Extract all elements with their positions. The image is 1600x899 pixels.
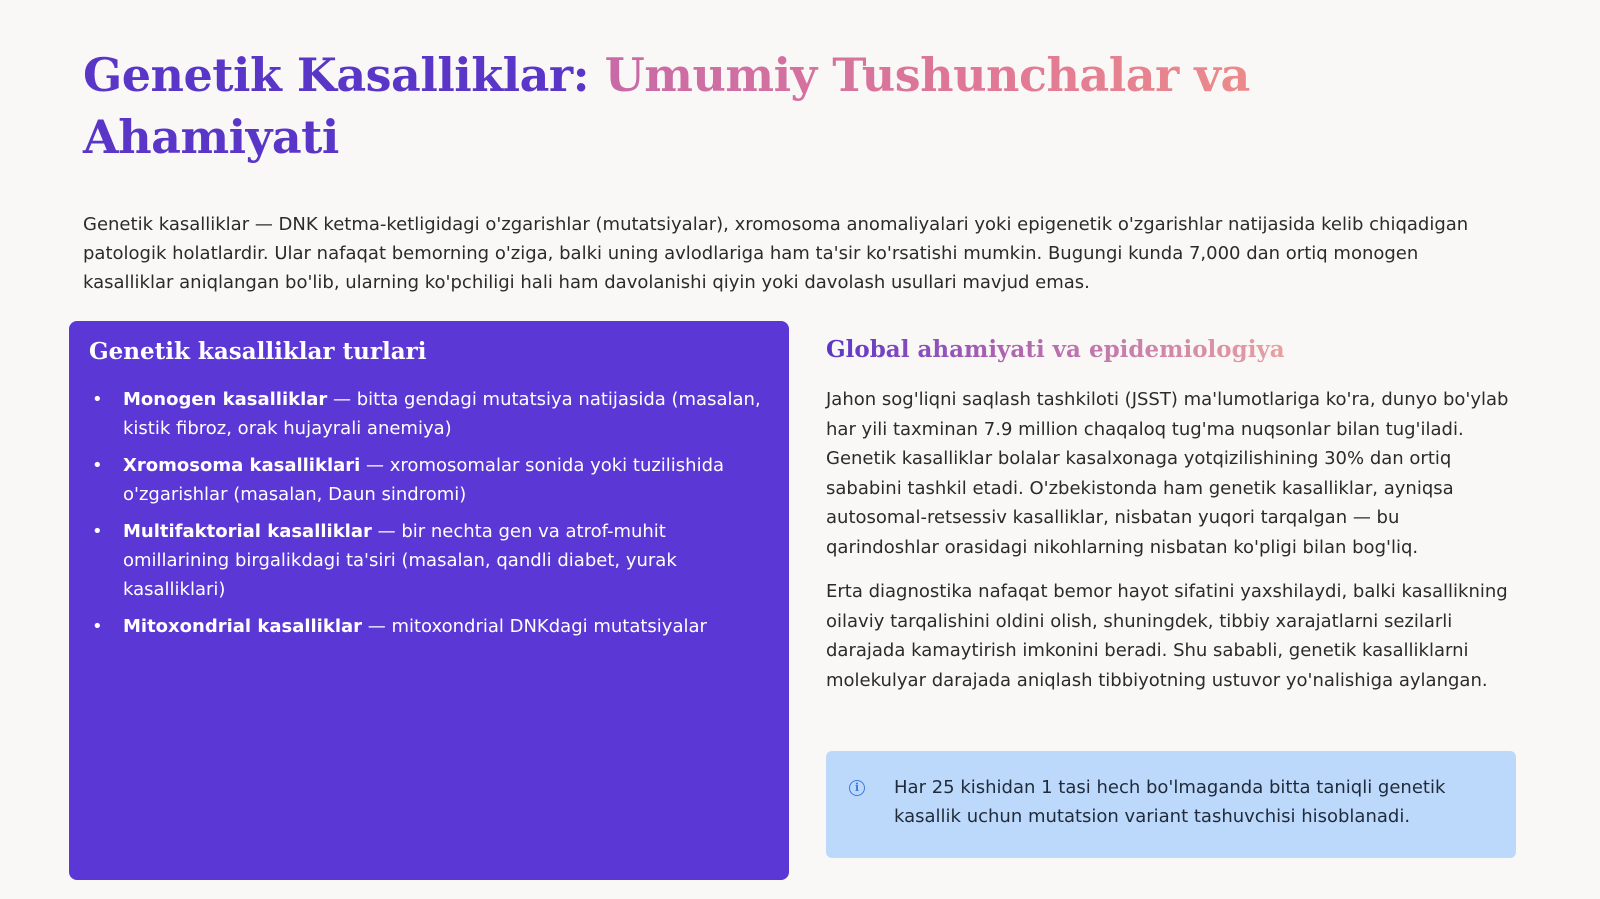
item-description: — mitoxondrial DNKdagi mutatsiyalar: [362, 616, 707, 637]
title-part-2: Umumiy Tushunchalar va: [604, 48, 1250, 102]
bullet-icon: •: [92, 521, 103, 542]
info-callout: [826, 751, 1516, 858]
item-description: — xromosomalar sonida yoki tuzilishida o'zgarishlar (masalan, Daun sindromi): [123, 455, 725, 505]
item-name: Mitoxondrial kasalliklar: [123, 616, 363, 637]
list-item: [89, 451, 769, 509]
list-item: [89, 612, 769, 641]
global-section-title: Global ahamiyati va epidemiologiya: [826, 333, 1285, 367]
title-part-3: Ahamiyati: [83, 110, 339, 164]
disease-types-list: [89, 385, 769, 641]
bullet-icon: •: [92, 455, 103, 476]
item-name: Xromosoma kasalliklari: [123, 455, 361, 476]
disease-types-card: [69, 321, 789, 880]
bullet-icon: •: [92, 616, 103, 637]
bullet-icon: •: [92, 389, 103, 410]
disease-types-title: Genetik kasalliklar turlari: [89, 338, 427, 365]
list-item: [89, 517, 769, 604]
item-name: Multifaktorial kasalliklar: [123, 521, 372, 542]
info-circle-icon: i: [849, 780, 865, 796]
item-description: — bir nechta gen va atrof-muhit omillarining birgalikdagi ta'siri (masalan, qandli diabet, yurak kasalliklari): [123, 521, 677, 600]
intro-paragraph: Genetik kasalliklar — DNK ketma-ketligidagi o'zgarishlar (mutatsiyalar), xromosoma anomaliyalari yoki epigenetik o'zgarishlar natijasida kelib chiqadigan patologik holatlardir. Ular nafaqat bemorning o'ziga, balki uning avlodlariga ham ta'sir ko'rsatishi mumkin. Bugungi kunda 7,000 dan ortiq monogen kasalliklar aniqlangan bo'lib, ularning ko'pchiligi hali ham davolanishi qiyin yoki davolash usullari mavjud emas.: [83, 214, 1469, 293]
title-part-1: Genetik Kasalliklar:: [83, 48, 590, 102]
item-name: Monogen kasalliklar: [123, 389, 328, 410]
page-title: [83, 44, 1383, 168]
global-significance-section: [826, 333, 1516, 710]
item-description: — bitta gendagi mutatsiya natijasida (masalan, kistik fibroz, orak hujayrali anemiya): [123, 389, 761, 439]
epidemiology-paragraph: Jahon sog'liqni saqlash tashkiloti (JSST) ma'lumotlariga ko'ra, dunyo bo'ylab har yili taxminan 7.9 million chaqaloq tug'ma nuqsonlar bilan tug'iladi. Genetik kasalliklar bolalar kasalxonaga yotqizilishining 30% dan ortiq sababini tashkil etadi. O'zbekistonda ham genetik kasalliklar, ayniqsa autosomal-retsessiv kasalliklar, nisbatan yuqori tarqalgan — bu qarindoshlar orasidagi nikohlarning nisbatan ko'pligi bilan bog'liq.: [826, 389, 1509, 558]
diagnostics-paragraph: Erta diagnostika nafaqat bemor hayot sifatini yaxshilaydi, balki kasallikning oilaviy tarqalishini oldini olish, shuningdek, tibbiy xarajatlarni sezilarli darajada kamaytirish imkonini beradi. Shu sababli, genetik kasalliklarni molekulyar darajada aniqlash tibbiyotning ustuvor yo'nalishiga aylangan.: [826, 581, 1508, 691]
list-item: [89, 385, 769, 443]
info-callout-text: Har 25 kishidan 1 tasi hech bo'lmaganda bitta taniqli genetik kasallik uchun mutatsion variant tashuvchisi hisoblanadi.: [894, 777, 1446, 827]
